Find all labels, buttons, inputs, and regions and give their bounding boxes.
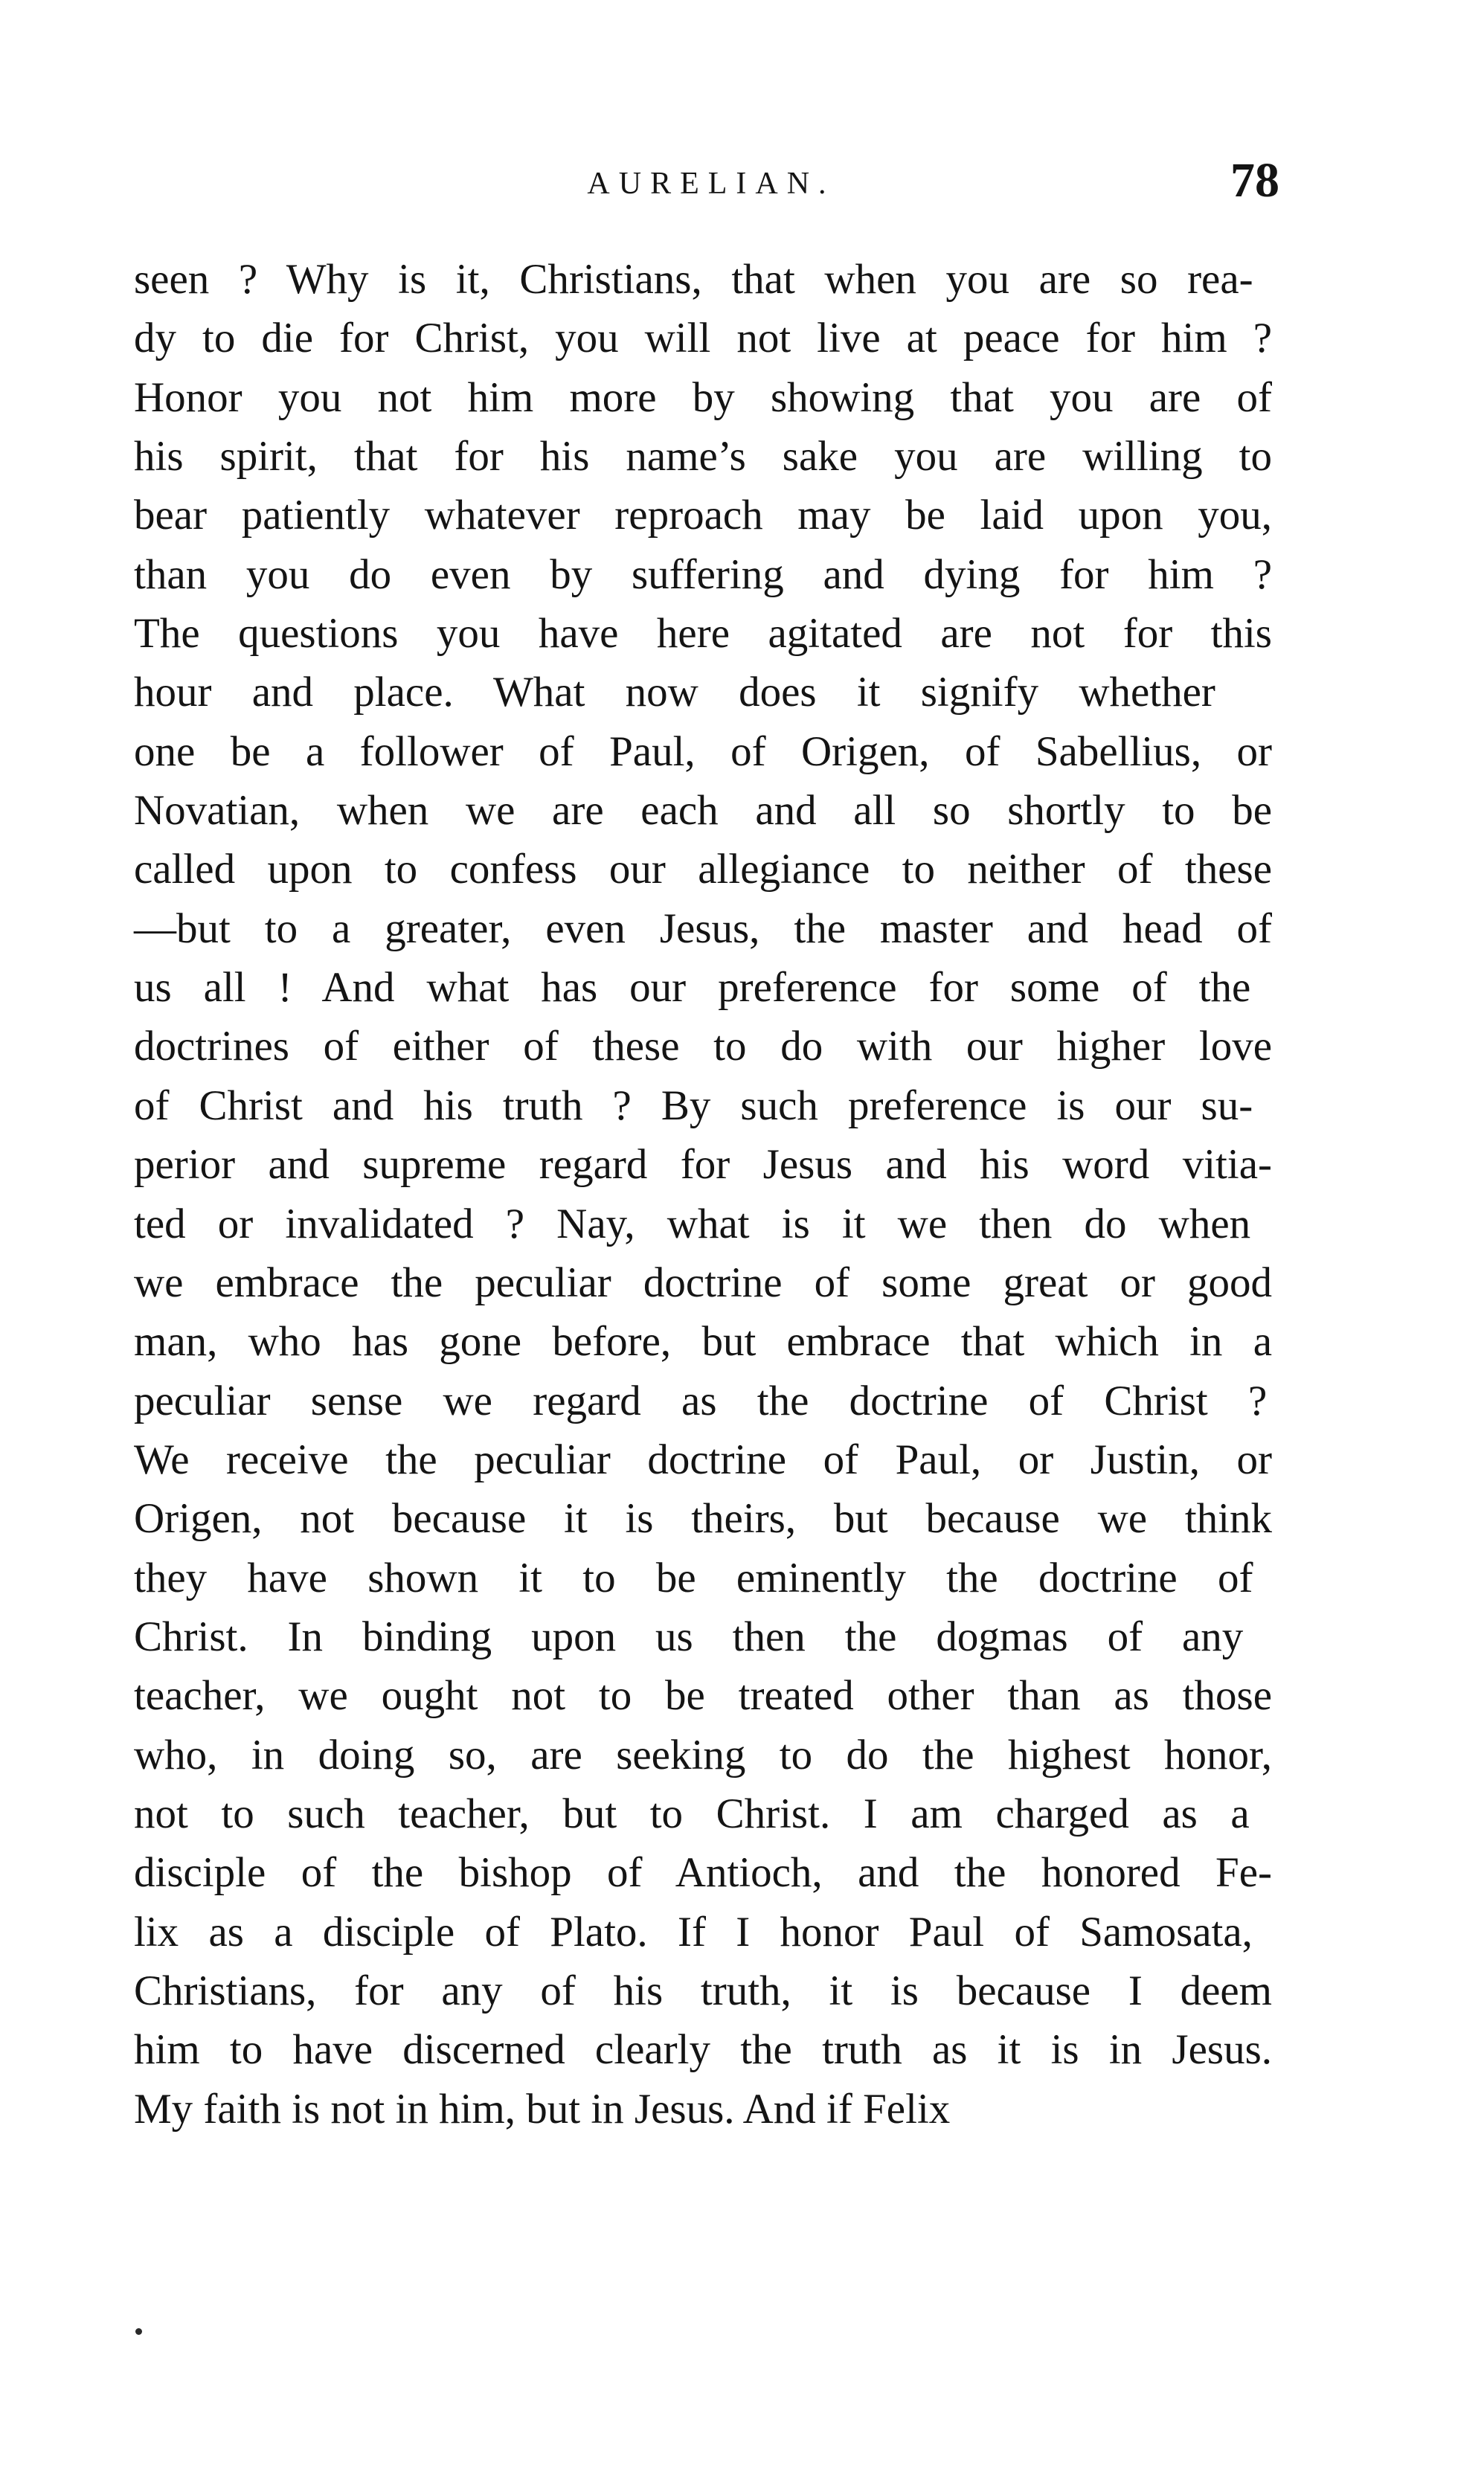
text-line: peculiar sense we regard as the doctrine of Christ ? [134,1377,1268,1424]
text-line: his spirit, that for his name’s sake you are willing to [134,433,1272,481]
text-line: disciple of the bishop of Antioch, and the honored Fe- [134,1849,1272,1897]
text-line: him to have discerned clearly the truth as it is in Jesus. [134,2026,1272,2074]
text-line: Christ. In binding upon us then the dogmas of any [134,1613,1244,1660]
text-line: one be a follower of Paul, of Origen, of Sabellius, or [134,727,1272,775]
running-title: AURELIAN. [587,167,835,201]
text-line: of Christ and his truth ? By such preference is our su- [134,1082,1253,1129]
text-line: Novatian, when we are each and all so shortly to be [134,787,1272,835]
text-line: man, who has gone before, but embrace that which in a [134,1318,1272,1366]
text-line: lix as a disciple of Plato. If I honor Paul of Samosata, [134,1908,1253,1956]
text-line: Christians, for any of his truth, it is because I deem [134,1967,1272,2014]
text-line: Honor you not him more by showing that you are of [134,373,1272,421]
text-line: seen ? Why is it, Christians, that when you are so rea- [134,256,1253,303]
text-line: We receive the peculiar doctrine of Paul, or Justin, or [134,1436,1272,1483]
text-line: who, in doing so, are seeking to do the highest honor, [134,1731,1272,1778]
text-line: ted or invalidated ? Nay, what is it we then do when [134,1200,1251,1247]
ink-mark [135,2328,142,2335]
running-header [134,152,1279,219]
text-line: Origen, not because it is theirs, but because we think [134,1495,1272,1543]
text-line: teacher, we ought not to be treated other than as those [134,1672,1272,1720]
text-line: My faith is not in him, but in Jesus. And if Felix [134,2085,951,2133]
text-line: —but to a greater, even Jesus, the master and head of [134,904,1272,952]
text-line: not to such teacher, but to Christ. I am charged as a [134,1790,1250,1837]
text-line: than you do even by suffering and dying for him ? [134,550,1272,598]
text-line: they have shown it to be eminently the doctrine of [134,1554,1253,1601]
text-line: we embrace the peculiar doctrine of some great or good [134,1259,1272,1306]
body-text [134,250,1272,2139]
text-line: bear patiently whatever reproach may be laid upon you, [134,492,1272,539]
text-line: dy to die for Christ, you will not live at peace for him ? [134,315,1272,362]
text-line: us all ! And what has our preference for some of the [134,964,1251,1012]
text-line: The questions you have here agitated are not for this [134,610,1272,658]
text-line: perior and supreme regard for Jesus and his word vitia- [134,1141,1272,1189]
text-line: called upon to confess our allegiance to neither of these [134,846,1272,893]
page-number: 78 [1230,153,1279,208]
text-line: doctrines of either of these to do with our higher love [134,1023,1272,1070]
text-line: hour and place. What now does it signify whether [134,669,1215,716]
